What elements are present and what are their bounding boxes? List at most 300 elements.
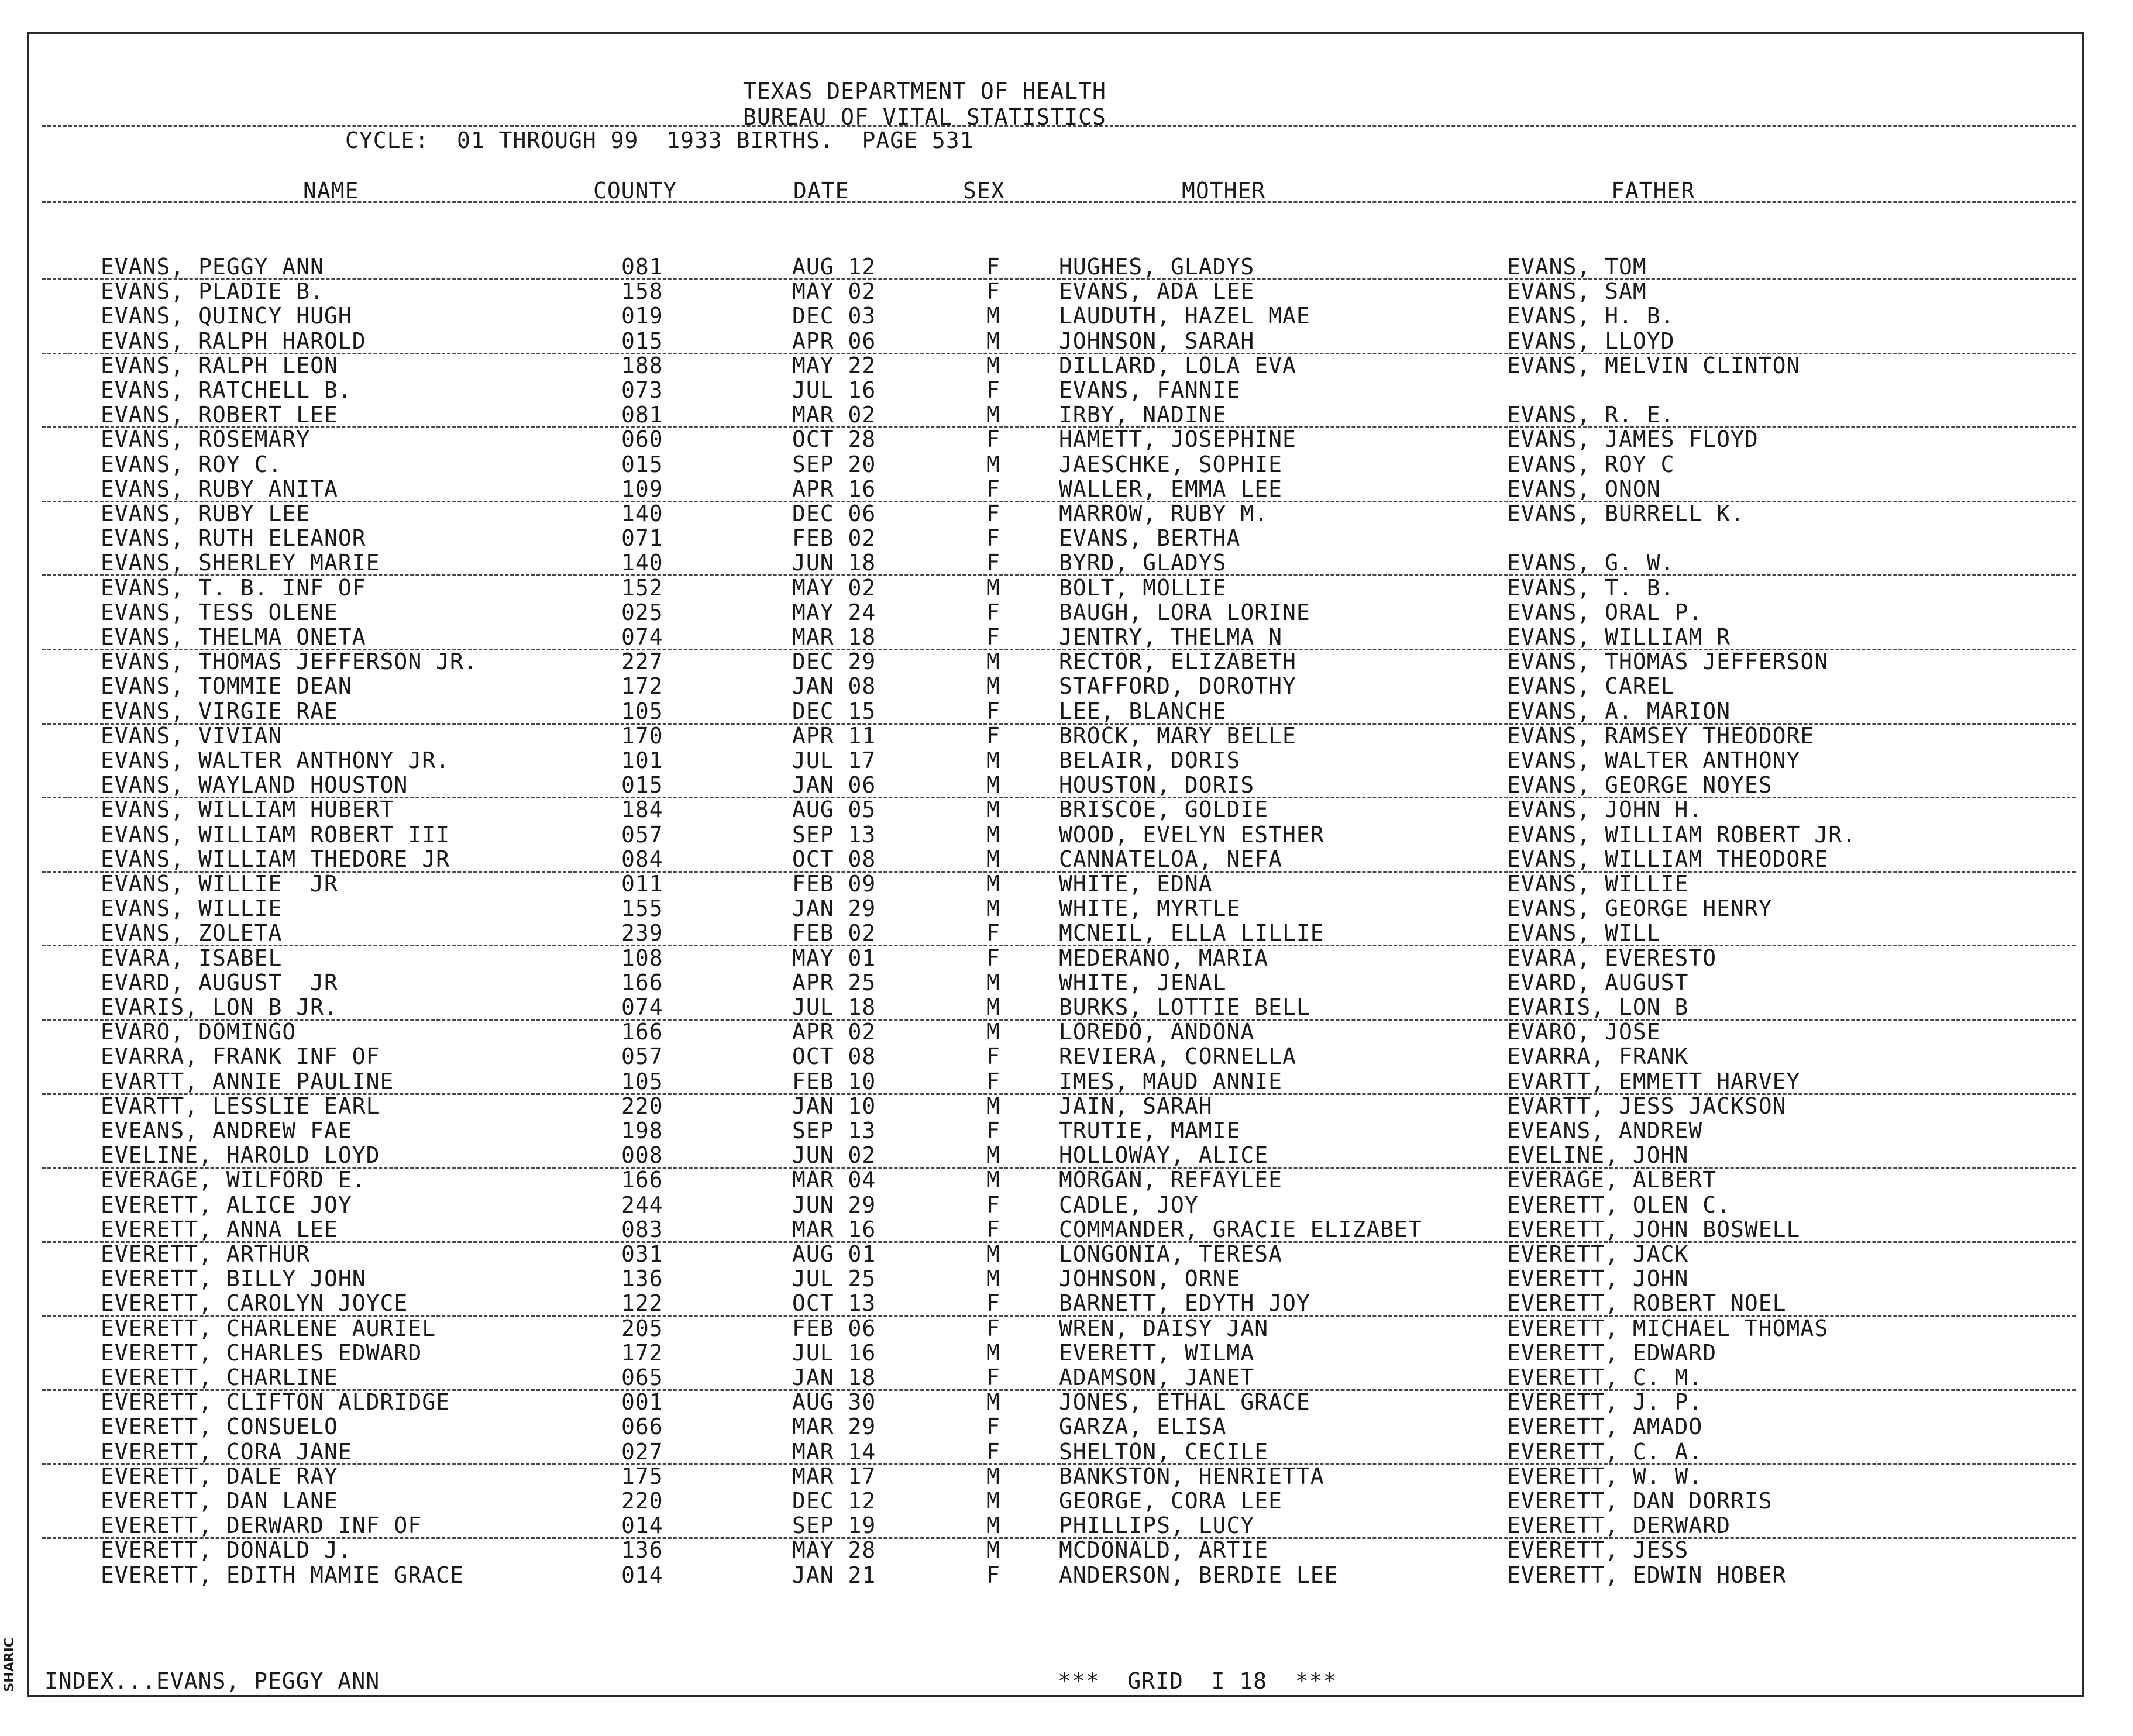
date-cell: AUG 01 bbox=[792, 1241, 876, 1267]
table-row bbox=[0, 1390, 2133, 1415]
name-cell: EVANS, WILLIE bbox=[101, 895, 283, 921]
county-cell: 175 bbox=[621, 1463, 663, 1489]
sex-cell: F bbox=[986, 525, 1000, 551]
mother-cell: CANNATELOA, NEFA bbox=[1059, 846, 1283, 872]
mother-cell: EVANS, ADA LEE bbox=[1059, 278, 1255, 304]
table-row bbox=[0, 403, 2133, 428]
father-cell: EVANS, GEORGE NOYES bbox=[1507, 772, 1773, 798]
father-cell: EVANS, WALTER ANTHONY bbox=[1507, 748, 1801, 773]
mother-cell: BAUGH, LORA LORINE bbox=[1059, 600, 1310, 625]
date-cell: MAR 04 bbox=[792, 1167, 876, 1193]
county-cell: 073 bbox=[621, 377, 663, 403]
table-row bbox=[0, 674, 2133, 699]
col-header-date: DATE bbox=[793, 178, 849, 204]
date-cell: JUL 17 bbox=[792, 748, 876, 773]
county-cell: 136 bbox=[621, 1266, 663, 1291]
name-cell: EVANS, THOMAS JEFFERSON JR. bbox=[101, 649, 478, 674]
name-cell: EVANS, ROSEMARY bbox=[101, 426, 311, 452]
father-cell: EVANS, THOMAS JEFFERSON bbox=[1507, 649, 1829, 674]
table-row bbox=[0, 872, 2133, 897]
date-cell: SEP 13 bbox=[792, 822, 876, 848]
father-cell: EVERETT, JESS bbox=[1507, 1537, 1689, 1563]
date-cell: JUL 16 bbox=[792, 377, 876, 403]
footer-grid: *** GRID I 18 *** bbox=[1058, 1668, 1337, 1694]
county-cell: 084 bbox=[621, 846, 663, 872]
date-cell: FEB 09 bbox=[792, 871, 876, 897]
county-cell: 001 bbox=[621, 1389, 663, 1415]
sex-cell: F bbox=[986, 624, 1000, 650]
mother-cell: HOLLOWAY, ALICE bbox=[1059, 1142, 1269, 1168]
father-cell: EVANS, CAREL bbox=[1507, 673, 1675, 699]
name-cell: EVANS, RUBY ANITA bbox=[101, 476, 338, 502]
table-row bbox=[0, 576, 2133, 601]
county-cell: 015 bbox=[621, 328, 663, 354]
mother-cell: CADLE, JOY bbox=[1059, 1192, 1199, 1218]
county-cell: 057 bbox=[621, 1043, 663, 1069]
mother-cell: JENTRY, THELMA N bbox=[1059, 624, 1283, 650]
date-cell: MAY 02 bbox=[792, 278, 876, 304]
name-cell: EVARRA, FRANK INF OF bbox=[101, 1043, 380, 1069]
sex-cell: F bbox=[986, 1439, 1000, 1465]
name-cell: EVANS, SHERLEY MARIE bbox=[101, 550, 380, 576]
mother-cell: MORGAN, REFAYLEE bbox=[1059, 1167, 1283, 1193]
county-cell: 166 bbox=[621, 970, 663, 996]
father-cell: EVARIS, LON B bbox=[1507, 994, 1689, 1020]
table-row bbox=[0, 650, 2133, 674]
table-row bbox=[0, 1415, 2133, 1439]
table-row bbox=[0, 749, 2133, 773]
father-cell: EVEANS, ANDREW bbox=[1507, 1118, 1703, 1143]
table-row bbox=[0, 1465, 2133, 1489]
date-cell: APR 25 bbox=[792, 970, 876, 996]
mother-cell: MEDERANO, MARIA bbox=[1059, 945, 1269, 971]
father-cell: EVANS, RAMSEY THEODORE bbox=[1507, 723, 1815, 749]
sex-cell: M bbox=[986, 1389, 1000, 1415]
county-cell: 015 bbox=[621, 772, 663, 798]
date-cell: APR 06 bbox=[792, 328, 876, 354]
name-cell: EVARA, ISABEL bbox=[101, 945, 283, 971]
father-cell: EVANS, G. W. bbox=[1507, 550, 1675, 576]
name-cell: EVANS, TESS OLENE bbox=[101, 600, 338, 625]
county-cell: 014 bbox=[621, 1562, 663, 1588]
sex-cell: M bbox=[986, 1266, 1000, 1291]
county-cell: 014 bbox=[621, 1513, 663, 1538]
date-cell: SEP 19 bbox=[792, 1513, 876, 1538]
sex-cell: M bbox=[986, 871, 1000, 897]
table-row bbox=[0, 502, 2133, 526]
father-cell: EVANS, TOM bbox=[1507, 254, 1647, 280]
name-cell: EVANS, PEGGY ANN bbox=[101, 254, 325, 280]
sex-cell: M bbox=[986, 328, 1000, 354]
table-row bbox=[0, 255, 2133, 280]
date-cell: MAR 29 bbox=[792, 1414, 876, 1439]
county-cell: 057 bbox=[621, 822, 663, 848]
table-row bbox=[0, 453, 2133, 477]
mother-cell: WOOD, EVELYN ESTHER bbox=[1059, 822, 1324, 848]
date-cell: JUL 18 bbox=[792, 994, 876, 1020]
county-cell: 227 bbox=[621, 649, 663, 674]
father-cell: EVANS, JOHN H. bbox=[1507, 797, 1703, 822]
table-row bbox=[0, 1291, 2133, 1316]
table-row bbox=[0, 1538, 2133, 1563]
date-cell: JUN 02 bbox=[792, 1142, 876, 1168]
mother-cell: BURKS, LOTTIE BELL bbox=[1059, 994, 1310, 1020]
sex-cell: F bbox=[986, 698, 1000, 724]
date-cell: AUG 05 bbox=[792, 797, 876, 822]
mother-cell: LOREDO, ANDONA bbox=[1059, 1019, 1255, 1045]
name-cell: EVANS, VIRGIE RAE bbox=[101, 698, 338, 724]
mother-cell: ANDERSON, BERDIE LEE bbox=[1059, 1562, 1339, 1588]
name-cell: EVERETT, CONSUELO bbox=[101, 1414, 338, 1439]
name-cell: EVERETT, DALE RAY bbox=[101, 1463, 338, 1489]
county-cell: 172 bbox=[621, 1340, 663, 1366]
father-cell: EVANS, JAMES FLOYD bbox=[1507, 426, 1759, 452]
table-row bbox=[0, 1045, 2133, 1069]
father-cell: EVANS, WILLIAM R bbox=[1507, 624, 1731, 650]
county-cell: 188 bbox=[621, 353, 663, 378]
county-cell: 025 bbox=[621, 600, 663, 625]
footer-index: INDEX...EVANS, PEGGY ANN bbox=[44, 1668, 380, 1694]
date-cell: DEC 03 bbox=[792, 303, 876, 329]
name-cell: EVANS, WILLIAM ROBERT III bbox=[101, 822, 450, 848]
table-row bbox=[0, 428, 2133, 452]
sex-cell: M bbox=[986, 772, 1000, 798]
mother-cell: WHITE, JENAL bbox=[1059, 970, 1227, 996]
name-cell: EVERETT, CORA JANE bbox=[101, 1439, 352, 1465]
table-row bbox=[0, 1070, 2133, 1094]
father-cell: EVANS, ORAL P. bbox=[1507, 600, 1703, 625]
table-row bbox=[0, 921, 2133, 946]
mother-cell: JOHNSON, SARAH bbox=[1059, 328, 1255, 354]
mother-cell: MARROW, RUBY M. bbox=[1059, 501, 1269, 526]
name-cell: EVANS, ROY C. bbox=[101, 452, 283, 477]
name-cell: EVERAGE, WILFORD E. bbox=[101, 1167, 366, 1193]
father-cell: EVERETT, DERWARD bbox=[1507, 1513, 1731, 1538]
date-cell: FEB 02 bbox=[792, 920, 876, 946]
mother-cell: BRISCOE, GOLDIE bbox=[1059, 797, 1269, 822]
mother-cell: WHITE, EDNA bbox=[1059, 871, 1213, 897]
mother-cell: BYRD, GLADYS bbox=[1059, 550, 1227, 576]
name-cell: EVANS, RALPH HAROLD bbox=[101, 328, 366, 354]
table-row bbox=[0, 477, 2133, 502]
father-cell: EVERETT, EDWARD bbox=[1507, 1340, 1717, 1366]
mother-cell: COMMANDER, GRACIE ELIZABET bbox=[1059, 1217, 1422, 1242]
mother-cell: IRBY, NADINE bbox=[1059, 402, 1227, 428]
mother-cell: ADAMSON, JANET bbox=[1059, 1365, 1255, 1390]
date-cell: JAN 29 bbox=[792, 895, 876, 921]
date-cell: DEC 12 bbox=[792, 1488, 876, 1514]
mother-cell: BANKSTON, HENRIETTA bbox=[1059, 1463, 1324, 1489]
name-cell: EVERETT, CAROLYN JOYCE bbox=[101, 1290, 408, 1316]
sex-cell: F bbox=[986, 1192, 1000, 1218]
table-row bbox=[0, 848, 2133, 872]
sex-cell: M bbox=[986, 895, 1000, 921]
father-cell: EVERETT, MICHAEL THOMAS bbox=[1507, 1315, 1829, 1341]
date-cell: AUG 30 bbox=[792, 1389, 876, 1415]
name-cell: EVARTT, ANNIE PAULINE bbox=[101, 1069, 394, 1094]
table-row bbox=[0, 971, 2133, 996]
name-cell: EVANS, RUBY LEE bbox=[101, 501, 311, 526]
father-cell: EVERETT, J. P. bbox=[1507, 1389, 1703, 1415]
county-cell: 081 bbox=[621, 254, 663, 280]
name-cell: EVEANS, ANDREW FAE bbox=[101, 1118, 352, 1143]
date-cell: JAN 08 bbox=[792, 673, 876, 699]
sex-cell: F bbox=[986, 945, 1000, 971]
table-row bbox=[0, 280, 2133, 304]
name-cell: EVERETT, CHARLINE bbox=[101, 1365, 338, 1390]
table-row bbox=[0, 354, 2133, 378]
date-cell: MAY 22 bbox=[792, 353, 876, 378]
mother-cell: TRUTIE, MAMIE bbox=[1059, 1118, 1241, 1143]
name-cell: EVERETT, EDITH MAMIE GRACE bbox=[101, 1562, 464, 1588]
father-cell: EVERETT, C. A. bbox=[1507, 1439, 1703, 1465]
sex-cell: F bbox=[986, 723, 1000, 749]
county-cell: 101 bbox=[621, 748, 663, 773]
father-cell: EVANS, LLOYD bbox=[1507, 328, 1675, 354]
mother-cell: REVIERA, CORNELLA bbox=[1059, 1043, 1296, 1069]
sex-cell: M bbox=[986, 452, 1000, 477]
county-cell: 074 bbox=[621, 994, 663, 1020]
name-cell: EVARTT, LESSLIE EARL bbox=[101, 1093, 380, 1119]
date-cell: OCT 08 bbox=[792, 846, 876, 872]
sex-cell: F bbox=[986, 1069, 1000, 1094]
sex-cell: M bbox=[986, 994, 1000, 1020]
table-row bbox=[0, 1563, 2133, 1588]
county-cell: 081 bbox=[621, 402, 663, 428]
father-cell: EVANS, SAM bbox=[1507, 278, 1647, 304]
sex-cell: M bbox=[986, 1093, 1000, 1119]
table-row bbox=[0, 601, 2133, 625]
mother-cell: JONES, ETHAL GRACE bbox=[1059, 1389, 1310, 1415]
date-cell: JUN 18 bbox=[792, 550, 876, 576]
table-row bbox=[0, 798, 2133, 822]
header-cycle: CYCLE: 01 THROUGH 99 1933 BIRTHS. PAGE 531 bbox=[345, 128, 974, 153]
name-cell: EVERETT, CHARLES EDWARD bbox=[101, 1340, 422, 1366]
mother-cell: BOLT, MOLLIE bbox=[1059, 575, 1227, 601]
rule-line bbox=[42, 201, 2076, 203]
name-cell: EVERETT, BILLY JOHN bbox=[101, 1266, 366, 1291]
mother-cell: GEORGE, CORA LEE bbox=[1059, 1488, 1283, 1514]
date-cell: MAY 28 bbox=[792, 1537, 876, 1563]
col-header-sex: SEX bbox=[963, 178, 1005, 204]
mother-cell: EVERETT, WILMA bbox=[1059, 1340, 1255, 1366]
father-cell: EVANS, BURRELL K. bbox=[1507, 501, 1745, 526]
mother-cell: RECTOR, ELIZABETH bbox=[1059, 649, 1296, 674]
sex-cell: M bbox=[986, 353, 1000, 378]
sex-cell: M bbox=[986, 673, 1000, 699]
col-header-father: FATHER bbox=[1611, 178, 1695, 204]
sex-cell: M bbox=[986, 1340, 1000, 1366]
father-cell: EVANS, ROY C bbox=[1507, 452, 1675, 477]
county-cell: 166 bbox=[621, 1167, 663, 1193]
sex-cell: M bbox=[986, 1241, 1000, 1267]
name-cell: EVANS, T. B. INF OF bbox=[101, 575, 366, 601]
sex-cell: F bbox=[986, 920, 1000, 946]
name-cell: EVANS, PLADIE B. bbox=[101, 278, 325, 304]
mother-cell: LEE, BLANCHE bbox=[1059, 698, 1227, 724]
date-cell: OCT 13 bbox=[792, 1290, 876, 1316]
county-cell: 019 bbox=[621, 303, 663, 329]
county-cell: 065 bbox=[621, 1365, 663, 1390]
side-label bbox=[2, 1638, 26, 1708]
table-row bbox=[0, 946, 2133, 971]
mother-cell: HAMETT, JOSEPHINE bbox=[1059, 426, 1296, 452]
sex-cell: F bbox=[986, 377, 1000, 403]
name-cell: EVANS, ROBERT LEE bbox=[101, 402, 338, 428]
county-cell: 105 bbox=[621, 698, 663, 724]
table-row bbox=[0, 724, 2133, 749]
table-row bbox=[0, 304, 2133, 329]
date-cell: APR 16 bbox=[792, 476, 876, 502]
name-cell: EVANS, THELMA ONETA bbox=[101, 624, 366, 650]
sex-cell: M bbox=[986, 1142, 1000, 1168]
father-cell: EVANS, A. MARION bbox=[1507, 698, 1731, 724]
table-row bbox=[0, 773, 2133, 798]
mother-cell: HUGHES, GLADYS bbox=[1059, 254, 1255, 280]
table-row bbox=[0, 1267, 2133, 1291]
father-cell: EVANS, WILLIAM ROBERT JR. bbox=[1507, 822, 1856, 848]
sex-cell: M bbox=[986, 1463, 1000, 1489]
mother-cell: STAFFORD, DOROTHY bbox=[1059, 673, 1296, 699]
table-row bbox=[0, 1440, 2133, 1465]
name-cell: EVANS, RUTH ELEANOR bbox=[101, 525, 366, 551]
county-cell: 109 bbox=[621, 476, 663, 502]
father-cell: EVANS, R. E. bbox=[1507, 402, 1675, 428]
table-row bbox=[0, 1193, 2133, 1218]
mother-cell: EVANS, FANNIE bbox=[1059, 377, 1241, 403]
mother-cell: LAUDUTH, HAZEL MAE bbox=[1059, 303, 1310, 329]
father-cell: EVANS, WILLIAM THEODORE bbox=[1507, 846, 1829, 872]
date-cell: AUG 12 bbox=[792, 254, 876, 280]
mother-cell: JOHNSON, ORNE bbox=[1059, 1266, 1241, 1291]
mother-cell: HOUSTON, DORIS bbox=[1059, 772, 1255, 798]
county-cell: 122 bbox=[621, 1290, 663, 1316]
table-row bbox=[0, 897, 2133, 921]
sex-cell: M bbox=[986, 1488, 1000, 1514]
mother-cell: IMES, MAUD ANNIE bbox=[1059, 1069, 1283, 1094]
header-title: TEXAS DEPARTMENT OF HEALTH bbox=[743, 78, 1106, 104]
mother-cell: DILLARD, LOLA EVA bbox=[1059, 353, 1296, 378]
county-cell: 071 bbox=[621, 525, 663, 551]
county-cell: 027 bbox=[621, 1439, 663, 1465]
sex-cell: F bbox=[986, 550, 1000, 576]
date-cell: OCT 28 bbox=[792, 426, 876, 452]
mother-cell: MCDONALD, ARTIE bbox=[1059, 1537, 1269, 1563]
date-cell: MAR 18 bbox=[792, 624, 876, 650]
mother-cell: MCNEIL, ELLA LILLIE bbox=[1059, 920, 1324, 946]
date-cell: JAN 06 bbox=[792, 772, 876, 798]
mother-cell: JAESCHKE, SOPHIE bbox=[1059, 452, 1283, 477]
sex-cell: M bbox=[986, 846, 1000, 872]
father-cell: EVARD, AUGUST bbox=[1507, 970, 1689, 996]
sex-cell: M bbox=[986, 649, 1000, 674]
name-cell: EVERETT, ANNA LEE bbox=[101, 1217, 338, 1242]
date-cell: MAR 16 bbox=[792, 1217, 876, 1242]
table-row bbox=[0, 526, 2133, 551]
name-cell: EVARD, AUGUST JR bbox=[101, 970, 338, 996]
sex-cell: F bbox=[986, 1118, 1000, 1143]
sex-cell: F bbox=[986, 254, 1000, 280]
date-cell: JUN 29 bbox=[792, 1192, 876, 1218]
table-row bbox=[0, 551, 2133, 576]
sex-cell: M bbox=[986, 748, 1000, 773]
name-cell: EVERETT, ALICE JOY bbox=[101, 1192, 352, 1218]
father-cell: EVERETT, C. M. bbox=[1507, 1365, 1703, 1390]
name-cell: EVELINE, HAROLD LOYD bbox=[101, 1142, 380, 1168]
sex-cell: F bbox=[986, 426, 1000, 452]
county-cell: 158 bbox=[621, 278, 663, 304]
father-cell: EVERETT, EDWIN HOBER bbox=[1507, 1562, 1787, 1588]
county-cell: 239 bbox=[621, 920, 663, 946]
sex-cell: M bbox=[986, 822, 1000, 848]
father-cell: EVARRA, FRANK bbox=[1507, 1043, 1689, 1069]
date-cell: JUL 25 bbox=[792, 1266, 876, 1291]
sex-cell: M bbox=[986, 1167, 1000, 1193]
table-row bbox=[0, 1366, 2133, 1390]
date-cell: FEB 02 bbox=[792, 525, 876, 551]
col-header-county: COUNTY bbox=[593, 178, 677, 204]
side-label-text: SHARIC bbox=[2, 1638, 17, 1692]
mother-cell: WHITE, MYRTLE bbox=[1059, 895, 1241, 921]
sex-cell: M bbox=[986, 575, 1000, 601]
table-row bbox=[0, 823, 2133, 848]
name-cell: EVERETT, CLIFTON ALDRIDGE bbox=[101, 1389, 450, 1415]
father-cell: EVANS, MELVIN CLINTON bbox=[1507, 353, 1801, 378]
county-cell: 011 bbox=[621, 871, 663, 897]
date-cell: DEC 06 bbox=[792, 501, 876, 526]
name-cell: EVANS, RALPH LEON bbox=[101, 353, 338, 378]
name-cell: EVANS, ZOLETA bbox=[101, 920, 283, 946]
date-cell: JUL 16 bbox=[792, 1340, 876, 1366]
mother-cell: BARNETT, EDYTH JOY bbox=[1059, 1290, 1310, 1316]
sex-cell: F bbox=[986, 278, 1000, 304]
father-cell: EVERETT, W. W. bbox=[1507, 1463, 1703, 1489]
date-cell: MAR 17 bbox=[792, 1463, 876, 1489]
date-cell: SEP 20 bbox=[792, 452, 876, 477]
date-cell: MAY 02 bbox=[792, 575, 876, 601]
sex-cell: M bbox=[986, 1019, 1000, 1045]
sex-cell: F bbox=[986, 1217, 1000, 1242]
table-row bbox=[0, 1168, 2133, 1193]
father-cell: EVERETT, DAN DORRIS bbox=[1507, 1488, 1773, 1514]
father-cell: EVERETT, JOHN BOSWELL bbox=[1507, 1217, 1801, 1242]
header-subtitle: BUREAU OF VITAL STATISTICS bbox=[743, 104, 1106, 130]
name-cell: EVERETT, ARTHUR bbox=[101, 1241, 311, 1267]
name-cell: EVANS, RATCHELL B. bbox=[101, 377, 352, 403]
sex-cell: F bbox=[986, 1562, 1000, 1588]
table-row bbox=[0, 378, 2133, 403]
sex-cell: M bbox=[986, 303, 1000, 329]
date-cell: JAN 18 bbox=[792, 1365, 876, 1390]
father-cell: EVERETT, ROBERT NOEL bbox=[1507, 1290, 1787, 1316]
name-cell: EVANS, WILLIAM THEDORE JR bbox=[101, 846, 450, 872]
sex-cell: F bbox=[986, 1414, 1000, 1439]
name-cell: EVARIS, LON B JR. bbox=[101, 994, 338, 1020]
sex-cell: F bbox=[986, 600, 1000, 625]
county-cell: 105 bbox=[621, 1069, 663, 1094]
mother-cell: SHELTON, CECILE bbox=[1059, 1439, 1269, 1465]
name-cell: EVERETT, CHARLENE AURIEL bbox=[101, 1315, 436, 1341]
name-cell: EVANS, TOMMIE DEAN bbox=[101, 673, 352, 699]
county-cell: 198 bbox=[621, 1118, 663, 1143]
name-cell: EVANS, WALTER ANTHONY JR. bbox=[101, 748, 450, 773]
sex-cell: F bbox=[986, 476, 1000, 502]
county-cell: 015 bbox=[621, 452, 663, 477]
name-cell: EVANS, VIVIAN bbox=[101, 723, 283, 749]
county-cell: 220 bbox=[621, 1093, 663, 1119]
date-cell: MAY 01 bbox=[792, 945, 876, 971]
county-cell: 008 bbox=[621, 1142, 663, 1168]
